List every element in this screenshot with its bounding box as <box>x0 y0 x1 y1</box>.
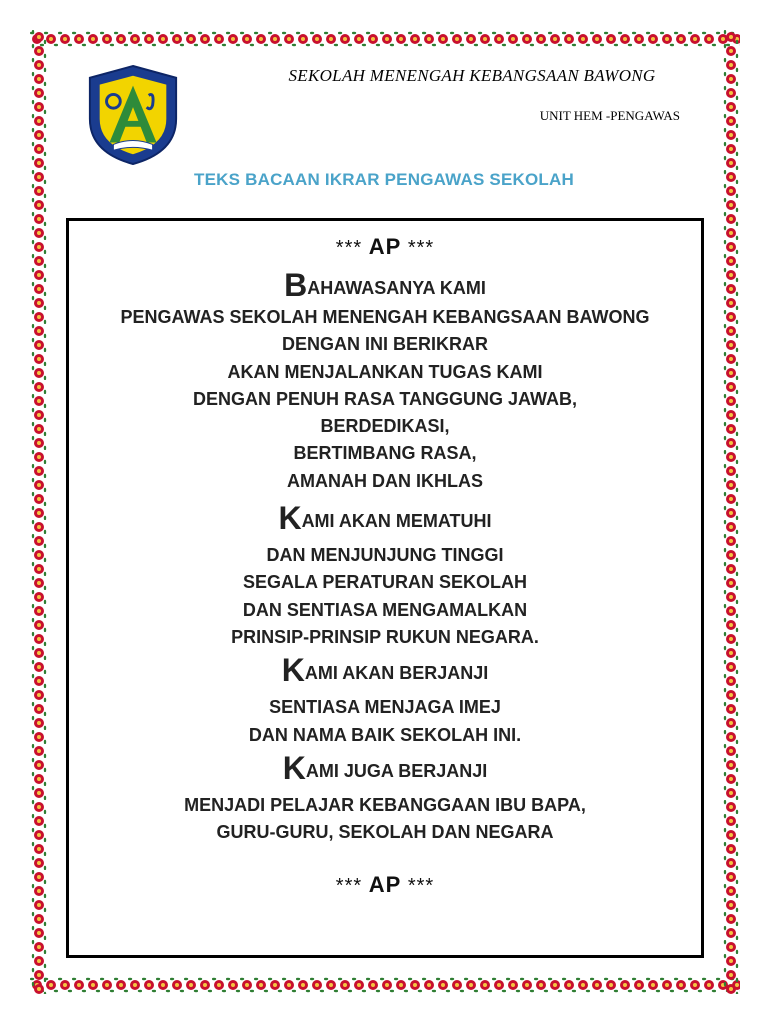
stanza-lead <box>66 267 704 303</box>
pledge-text <box>66 232 704 900</box>
stanza-lead <box>66 749 704 786</box>
flower-border-right <box>722 30 740 994</box>
pledge-line: BERDEDIKASI, <box>320 416 450 437</box>
drop-cap: B <box>284 267 308 303</box>
pledge-line: PRINSIP-PRINSIP RUKUN NEGARA. <box>231 626 539 647</box>
drop-cap: K <box>281 652 305 689</box>
close-marker <box>66 870 704 900</box>
drop-cap: K <box>278 500 302 537</box>
unit-label: UNIT HEM -PENGAWAS <box>539 108 680 123</box>
pledge-line: AKAN MENJALANKAN TUGAS KAMI <box>227 361 543 382</box>
stanza-lead <box>66 500 704 537</box>
marker-stars-right: *** <box>407 237 435 259</box>
flower-border-top <box>30 30 740 48</box>
flower-border-icon <box>30 30 740 48</box>
marker-stars-left: *** <box>335 875 363 898</box>
pledge-line: GURU-GURU, SEKOLAH DAN NEGARA <box>216 822 554 843</box>
marker-ap: AP <box>368 234 402 259</box>
pledge-line: BERTIMBANG RASA, <box>293 443 477 464</box>
pledge-line: SENTIASA MENJAGA IMEJ <box>269 697 501 718</box>
drop-cap: K <box>282 749 306 786</box>
lead-rest: AMI JUGA BERJANJI <box>305 760 488 781</box>
flower-border-bottom <box>30 976 740 994</box>
pledge-line: SEGALA PERATURAN SEKOLAH <box>242 572 527 593</box>
pledge-line: AMANAH DAN IKHLAS <box>287 470 483 491</box>
school-logo <box>84 62 182 168</box>
open-marker <box>66 232 704 262</box>
stanza-lead <box>66 652 704 689</box>
marker-stars-right: *** <box>407 875 435 898</box>
flower-border-left <box>30 30 48 994</box>
flower-border-icon <box>722 30 740 994</box>
pledge-line: MENJADI PELAJAR KEBANGGAAN IBU BAPA, <box>184 794 586 815</box>
document-title: TEKS BACAAN IKRAR PENGAWAS SEKOLAH <box>194 170 574 189</box>
marker-ap: AP <box>368 872 402 898</box>
pledge-line: DENGAN INI BERIKRAR <box>281 334 488 355</box>
pledge-line: DAN NAMA BAIK SEKOLAH INI. <box>248 724 522 745</box>
pledge-line: DAN MENJUNJUNG TINGGI <box>266 545 504 566</box>
school-crest-icon <box>84 62 182 168</box>
lead-rest: AHAWASANYA KAMI <box>307 278 486 298</box>
flower-border-icon <box>30 976 740 994</box>
lead-rest: AMI AKAN BERJANJI <box>304 663 489 684</box>
lead-rest: AMI AKAN MEMATUHI <box>301 511 492 532</box>
pledge-line: DAN SENTIASA MENGAMALKAN <box>242 599 528 620</box>
pledge-line: DENGAN PENUH RASA TANGGUNG JAWAB, <box>192 388 578 409</box>
pledge-line: PENGAWAS SEKOLAH MENENGAH KEBANGSAAN BAWONG <box>120 307 650 327</box>
flower-border-icon <box>30 30 48 994</box>
school-name: SEKOLAH MENENGAH KEBANGSAAN BAWONG <box>288 66 656 85</box>
marker-stars-left: *** <box>335 237 363 259</box>
